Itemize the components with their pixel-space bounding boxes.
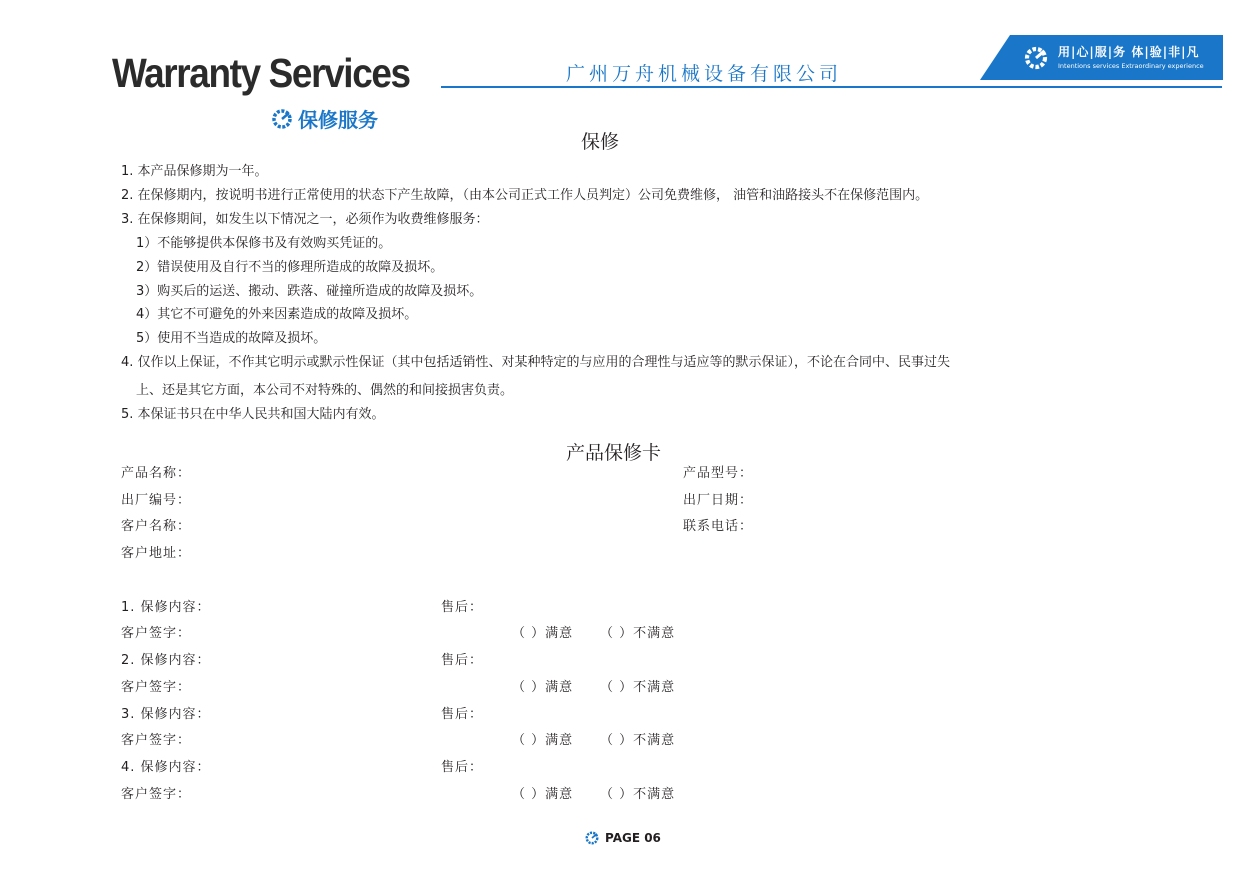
gear-logo-icon <box>585 831 599 845</box>
serial-number-label: 出厂编号： <box>121 493 192 508</box>
customer-signature-label: 客户签字： <box>121 733 192 748</box>
satisfied-option[interactable]: （ ）满意 <box>512 626 574 641</box>
customer-signature-label: 客户签字： <box>121 626 192 641</box>
subtitle <box>272 104 378 133</box>
customer-address-label: 客户地址： <box>121 546 192 561</box>
header-divider <box>441 86 1222 88</box>
repair-content-label: 3. 保修内容： <box>121 707 211 722</box>
gear-logo-icon <box>272 109 292 129</box>
unsatisfied-option[interactable]: （ ）不满意 <box>600 626 676 641</box>
card-heading: 产品保修卡 <box>566 442 662 464</box>
warranty-line: 3. 在保修期间，如发生以下情况之一，必须作为收费维修服务： <box>121 212 489 227</box>
unsatisfied-option[interactable]: （ ）不满意 <box>600 787 676 802</box>
product-model-label: 产品型号： <box>683 466 754 481</box>
page-number: PAGE 06 <box>605 831 661 845</box>
after-sales-label: 售后： <box>441 600 484 615</box>
warranty-subitem: 5）使用不当造成的故障及损坏。 <box>136 331 327 346</box>
satisfied-option[interactable]: （ ）满意 <box>512 680 574 695</box>
warranty-subitem: 1）不能够提供本保修书及有效购买凭证的。 <box>136 236 392 251</box>
satisfied-option[interactable]: （ ）满意 <box>512 787 574 802</box>
unsatisfied-option[interactable]: （ ）不满意 <box>600 733 676 748</box>
slogan-text: 用|心|服|务 体|验|非|凡 <box>1058 45 1200 59</box>
warranty-subitem: 4）其它不可避免的外来因素造成的故障及损坏。 <box>136 307 418 322</box>
product-name-label: 产品名称： <box>121 466 192 481</box>
repair-content-label: 2. 保修内容： <box>121 653 211 668</box>
warranty-line: 2. 在保修期内，按说明书进行正常使用的状态下产生故障，（由本公司正式工作人员判定）公司免费维修， 油管和油路接头不在保修范围内。 <box>121 188 929 203</box>
customer-name-label: 客户名称： <box>121 519 192 534</box>
warranty-line: 4. 仅作以上保证，不作其它明示或默示性保证（其中包括适销性、对某种特定的与应用的合理性与适应等的默示保证），不论在合同中、民事过失 <box>121 355 951 370</box>
brand-title: Warranty Services <box>112 50 410 96</box>
warranty-line: 5. 本保证书只在中华人民共和国大陆内有效。 <box>121 407 385 422</box>
warranty-subitem: 2）错误使用及自行不当的修理所造成的故障及损坏。 <box>136 260 444 275</box>
customer-signature-label: 客户签字： <box>121 787 192 802</box>
slogan-english: Intentions services Extraordinary experience <box>1058 62 1204 70</box>
warranty-subitem: 3）购买后的运送、搬动、跌落、碰撞所造成的故障及损坏。 <box>136 284 483 299</box>
factory-date-label: 出厂日期： <box>683 493 754 508</box>
warranty-line: 1. 本产品保修期为一年。 <box>121 164 268 179</box>
after-sales-label: 售后： <box>441 653 484 668</box>
page-footer <box>585 831 661 845</box>
after-sales-label: 售后： <box>441 760 484 775</box>
customer-signature-label: 客户签字： <box>121 680 192 695</box>
warranty-heading: 保修 <box>581 131 620 153</box>
subtitle-text: 保修服务 <box>298 108 378 132</box>
gear-logo-icon <box>1024 46 1048 70</box>
satisfied-option[interactable]: （ ）满意 <box>512 733 574 748</box>
unsatisfied-option[interactable]: （ ）不满意 <box>600 680 676 695</box>
repair-content-label: 4. 保修内容： <box>121 760 211 775</box>
company-name: 广州万舟机械设备有限公司 <box>566 63 843 85</box>
warranty-line-continued: 上、还是其它方面，本公司不对特殊的、偶然的和间接损害负责。 <box>136 383 514 398</box>
repair-content-label: 1. 保修内容： <box>121 600 211 615</box>
after-sales-label: 售后： <box>441 707 484 722</box>
phone-label: 联系电话： <box>683 519 754 534</box>
